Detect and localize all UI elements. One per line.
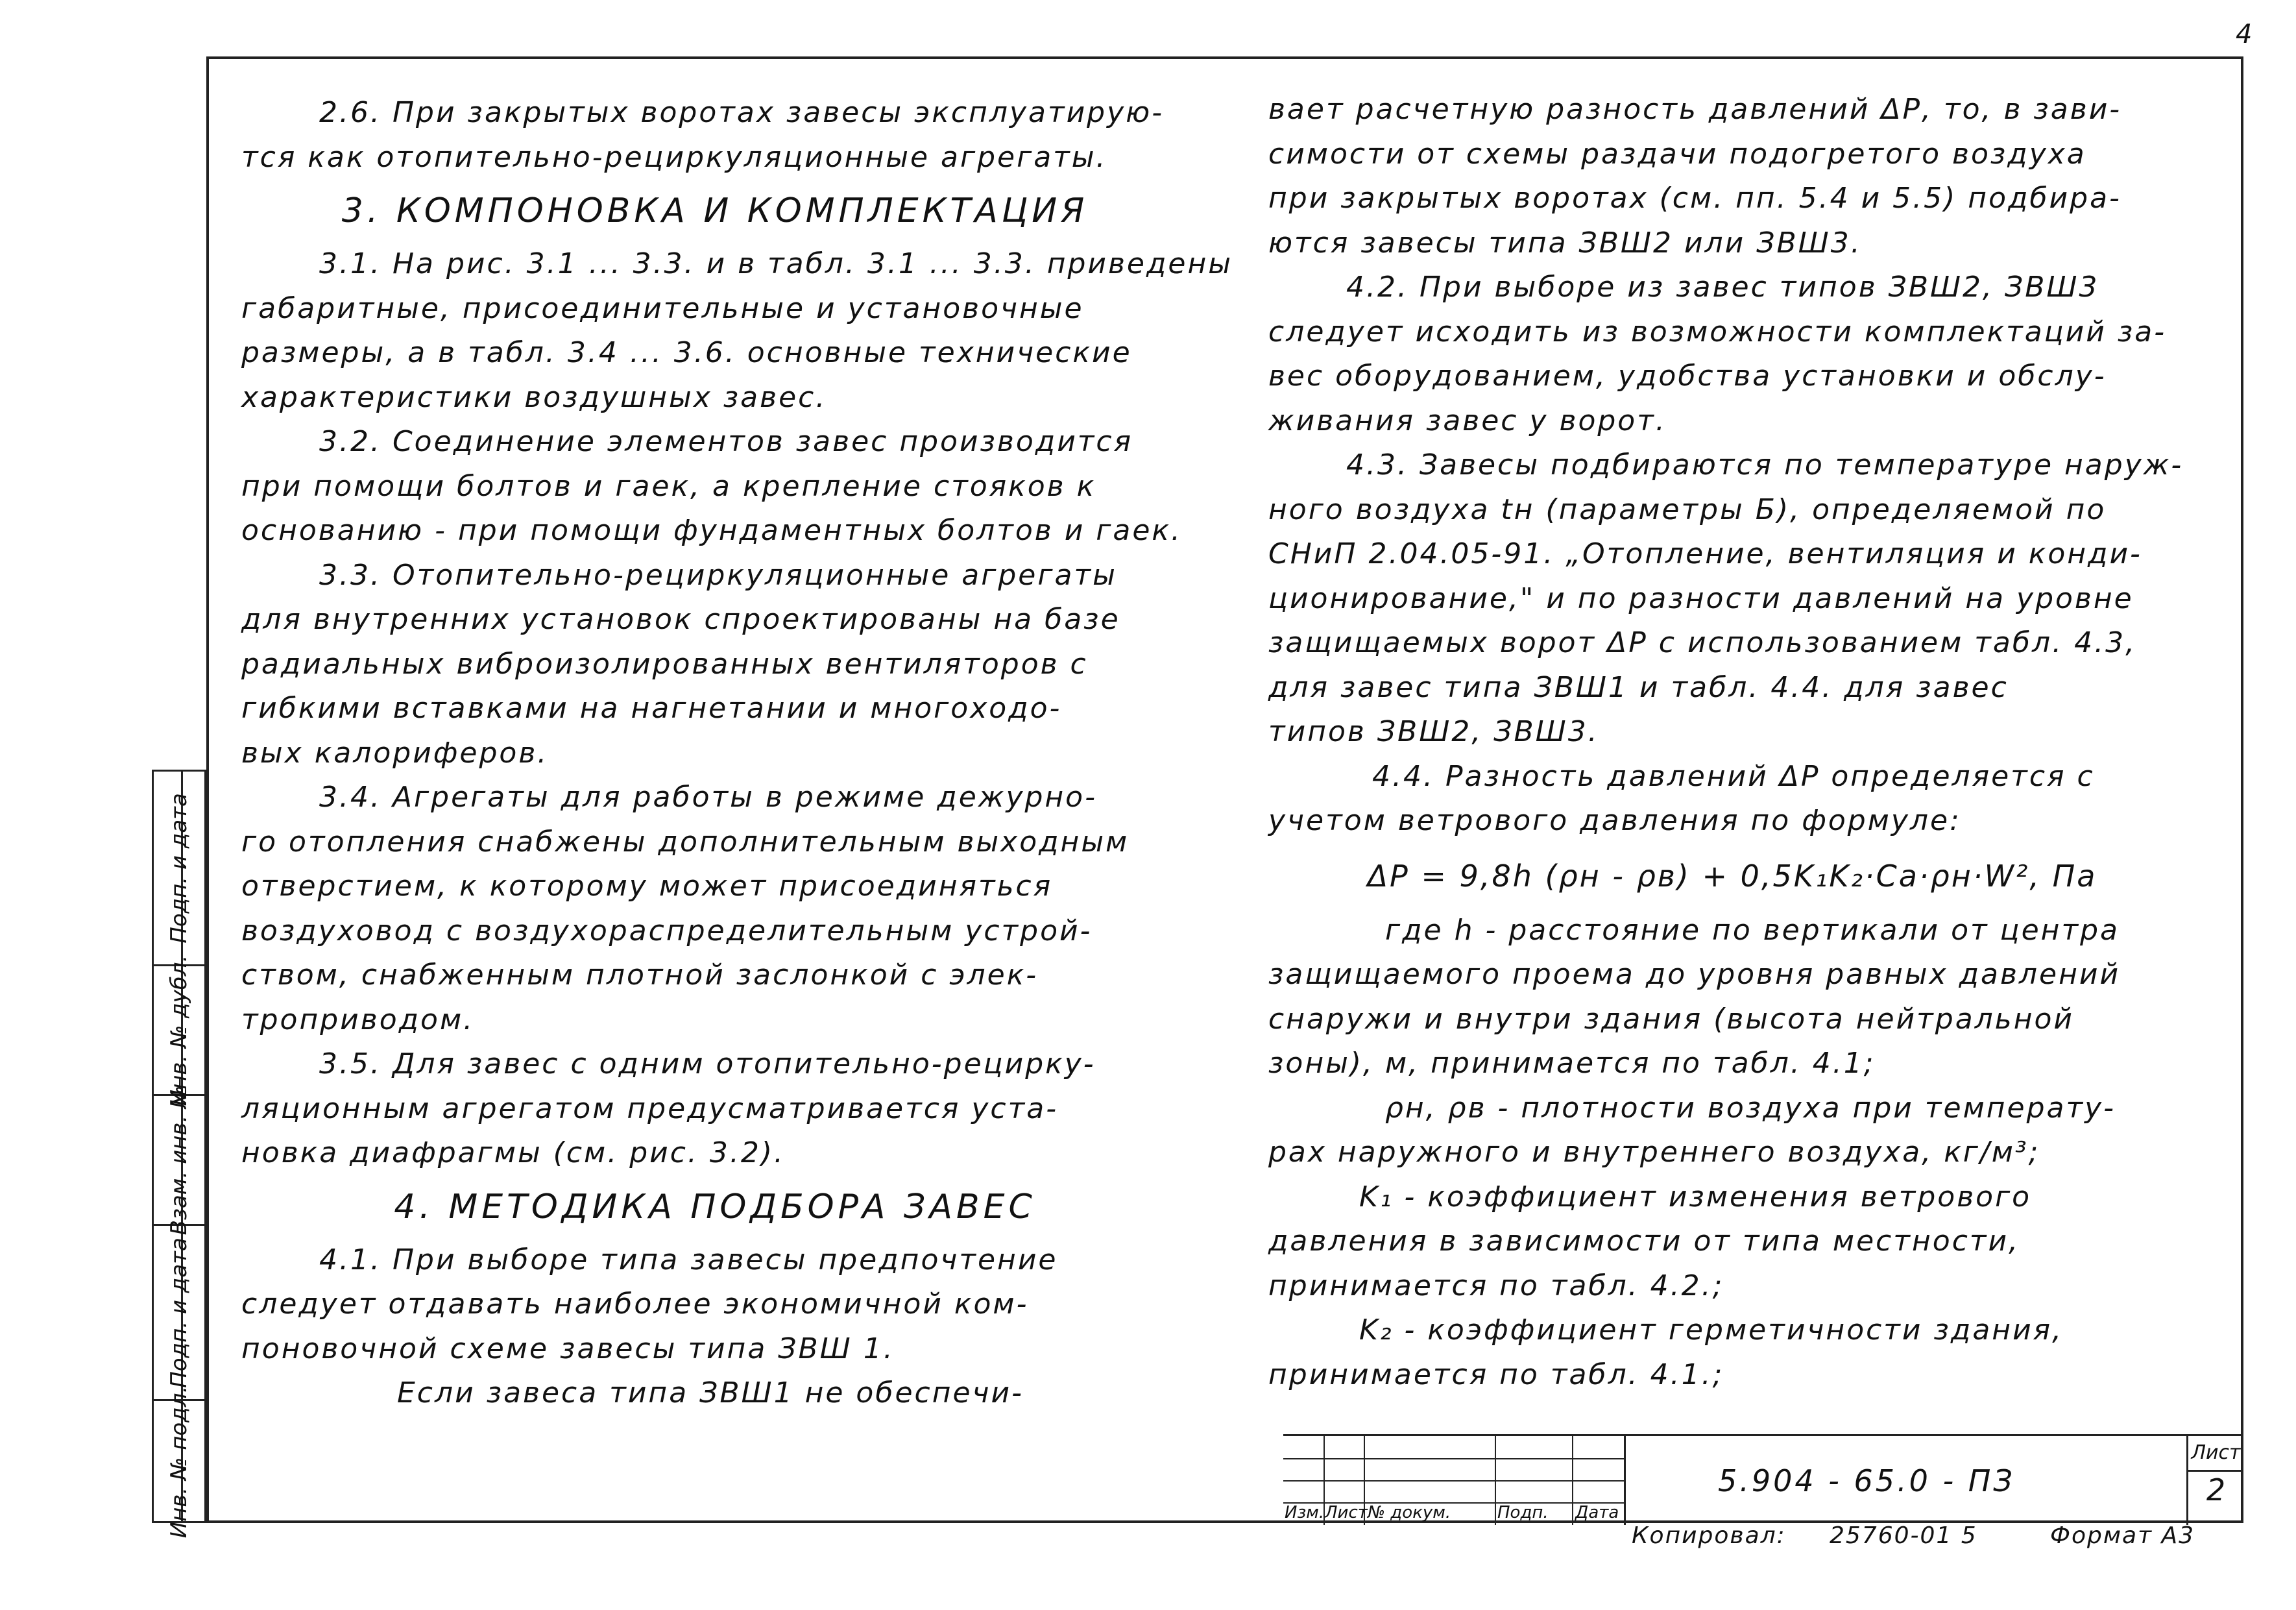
grid-line bbox=[1495, 1436, 1496, 1525]
copied-by-label: Копировал: bbox=[1632, 1522, 1786, 1549]
text-line: вает расчетную разность давлений ΔР, то, в зави- bbox=[1268, 93, 2122, 126]
text-line: радиальных виброизолированных вентиляторов с bbox=[241, 647, 1088, 681]
text-line: при закрытых воротах (см. пп. 5.4 и 5.5) подбира- bbox=[1268, 182, 2121, 215]
side-label: Подп. и дата bbox=[166, 792, 192, 944]
text-line: гибкими вставками на нагнетании и многоходо- bbox=[241, 692, 1062, 725]
header-date: Дата bbox=[1575, 1503, 1619, 1522]
side-cell bbox=[154, 772, 204, 966]
text-line: габаритные, присоединительные и установочные bbox=[241, 291, 1084, 325]
text-line: ляционным агрегатом предусматривается уста- bbox=[241, 1092, 1059, 1125]
text-line: типов ЗВШ2, ЗВШ3. bbox=[1268, 715, 1599, 748]
text-line: принимается по табл. 4.2.; bbox=[1268, 1269, 1724, 1302]
text-line: поновочной схеме завесы типа ЗВШ 1. bbox=[241, 1332, 895, 1365]
text-line: снаружи и внутри здания (высота нейтральной bbox=[1268, 1002, 2074, 1036]
text-line: давления в зависимости от типа местности, bbox=[1268, 1225, 2020, 1258]
side-label: Инв. № дубл. bbox=[166, 955, 192, 1106]
left-column bbox=[241, 91, 1233, 1416]
text-line: следует исходить из возможности комплектаций за- bbox=[1268, 315, 2167, 348]
text-line: Если завеса типа ЗВШ1 не обеспечи- bbox=[397, 1376, 1024, 1409]
text-line: ством, снабженным плотной заслонкой с элек- bbox=[241, 958, 1039, 992]
side-stamp bbox=[152, 770, 206, 1539]
text-line: для завес типа ЗВШ1 и табл. 4.4. для завес bbox=[1268, 670, 2009, 704]
text-line: вых калориферов. bbox=[241, 736, 549, 770]
formula: ΔР = 9,8h (ρн - ρв) + 0,5K₁K₂·Cа·ρн·W², Па bbox=[1367, 858, 2097, 894]
text-line: СНиП 2.04.05-91. „Отопление, вентиляция и конди- bbox=[1268, 537, 2142, 570]
text-line: для внутренних установок спроектированы на базе bbox=[241, 603, 1120, 636]
side-cell bbox=[154, 1085, 204, 1235]
text-line: 3.4. Агрегаты для работы в режиме дежурно- bbox=[319, 781, 1097, 814]
text-line: основанию - при помощи фундаментных болтов и гаек. bbox=[241, 514, 1182, 547]
right-column bbox=[1268, 88, 2196, 1397]
text-line: симости от схемы раздачи подогретого воздуха bbox=[1268, 137, 2086, 171]
text-line: воздуховод с воздухораспределительным устрой- bbox=[241, 914, 1093, 947]
sheet-label: Лист bbox=[2188, 1436, 2243, 1472]
text-line: принимается по табл. 4.1.; bbox=[1268, 1358, 1724, 1391]
text-line: 4.2. При выборе из завес типов ЗВШ2, ЗВШ3 bbox=[1346, 271, 2099, 304]
text-line: ного воздуха tн (параметры Б), определяемой по bbox=[1268, 493, 2107, 526]
text-line: K₁ - коэффициент изменения ветрового bbox=[1359, 1180, 2032, 1214]
text-line: вес оборудованием, удобства установки и обслу- bbox=[1268, 360, 2107, 393]
text-line: следует отдавать наиболее экономичной ком- bbox=[241, 1287, 1029, 1321]
text-line: ются завесы типа ЗВШ2 или ЗВШ3. bbox=[1268, 226, 1862, 260]
title-block bbox=[1283, 1434, 2243, 1525]
side-cell bbox=[154, 1226, 204, 1401]
copy-number: 25760-01 5 bbox=[1830, 1522, 1977, 1549]
header-izm: Изм. bbox=[1285, 1503, 1325, 1522]
sheet-number-top: 4 bbox=[2236, 19, 2253, 49]
side-label: Взам. инв. № bbox=[166, 1085, 192, 1235]
text-line: ционирование," и по разности давлений на уровне bbox=[1268, 581, 2134, 615]
side-cell bbox=[154, 1385, 204, 1539]
text-line: отверстием, к которому может присоединяться bbox=[241, 870, 1053, 903]
text-line: 3.5. Для завес с одним отопительно-рецирку- bbox=[319, 1047, 1096, 1080]
text-line: 4.4. Разность давлений ΔР определяется с bbox=[1372, 759, 2095, 793]
side-cell bbox=[154, 955, 204, 1106]
text-line: новка диафрагмы (см. рис. 3.2). bbox=[241, 1136, 786, 1169]
header-sign: Подп. bbox=[1497, 1503, 1549, 1522]
side-label: Подп. и дата bbox=[166, 1237, 192, 1388]
text-line: 3.1. На рис. 3.1 ... 3.3. и в табл. 3.1 ... 3.3. приведены bbox=[319, 247, 1233, 280]
section-heading-3: 3. КОМПОНОВКА И КОМПЛЕКТАЦИЯ bbox=[341, 191, 1089, 230]
text-line: при помощи болтов и гаек, а крепление стояков к bbox=[241, 469, 1096, 503]
text-line: 2.6. При закрытых воротах завесы эксплуатирую- bbox=[319, 96, 1165, 129]
text-line: 3.2. Соединение элементов завес производится bbox=[319, 425, 1133, 458]
text-line: троприводом. bbox=[241, 1003, 475, 1036]
header-doc: № докум. bbox=[1368, 1503, 1451, 1522]
revision-grid bbox=[1283, 1436, 1626, 1525]
text-line: защищаемого проема до уровня равных давлений bbox=[1268, 958, 2121, 991]
text-line: 4.3. Завесы подбираются по температуре наруж- bbox=[1346, 448, 2184, 482]
side-label: Инв. № подл. bbox=[166, 1385, 192, 1539]
sheet-value: 2 bbox=[2206, 1472, 2226, 1507]
sheet-box bbox=[2186, 1436, 2243, 1525]
text-line: K₂ - коэффициент герметичности здания, bbox=[1359, 1313, 2064, 1347]
text-line: где h - расстояние по вертикали от центра bbox=[1385, 913, 2120, 947]
text-line: го отопления снабжены дополнительным выходным bbox=[241, 825, 1130, 859]
grid-line bbox=[1572, 1436, 1573, 1525]
text-line: тся как отопительно-рециркуляционные агрегаты. bbox=[241, 140, 1107, 174]
text-line: защищаемых ворот ΔР с использованием табл. 4.3, bbox=[1268, 626, 2137, 659]
text-line: 3.3. Отопительно-рециркуляционные агрегаты bbox=[319, 558, 1117, 592]
text-line: ρн, ρв - плотности воздуха при температу- bbox=[1385, 1091, 2116, 1125]
section-heading-4: 4. МЕТОДИКА ПОДБОРА ЗАВЕС bbox=[394, 1187, 1036, 1226]
text-line: размеры, а в табл. 3.4 ... 3.6. основные технические bbox=[241, 336, 1132, 369]
text-line: учетом ветрового давления по формуле: bbox=[1268, 804, 1961, 837]
format-label: Формат А3 bbox=[2050, 1522, 2195, 1549]
text-line: живания завес у ворот. bbox=[1268, 404, 1667, 437]
text-line: зоны), м, принимается по табл. 4.1; bbox=[1268, 1047, 1876, 1080]
text-line: 4.1. При выборе типа завесы предпочтение bbox=[319, 1243, 1058, 1276]
header-list: Лист bbox=[1325, 1503, 1368, 1522]
text-line: рах наружного и внутреннего воздуха, кг/м³; bbox=[1268, 1136, 2040, 1169]
text-line: характеристики воздушных завес. bbox=[241, 380, 827, 414]
document-code: 5.904 - 65.0 - ПЗ bbox=[1718, 1463, 2015, 1498]
